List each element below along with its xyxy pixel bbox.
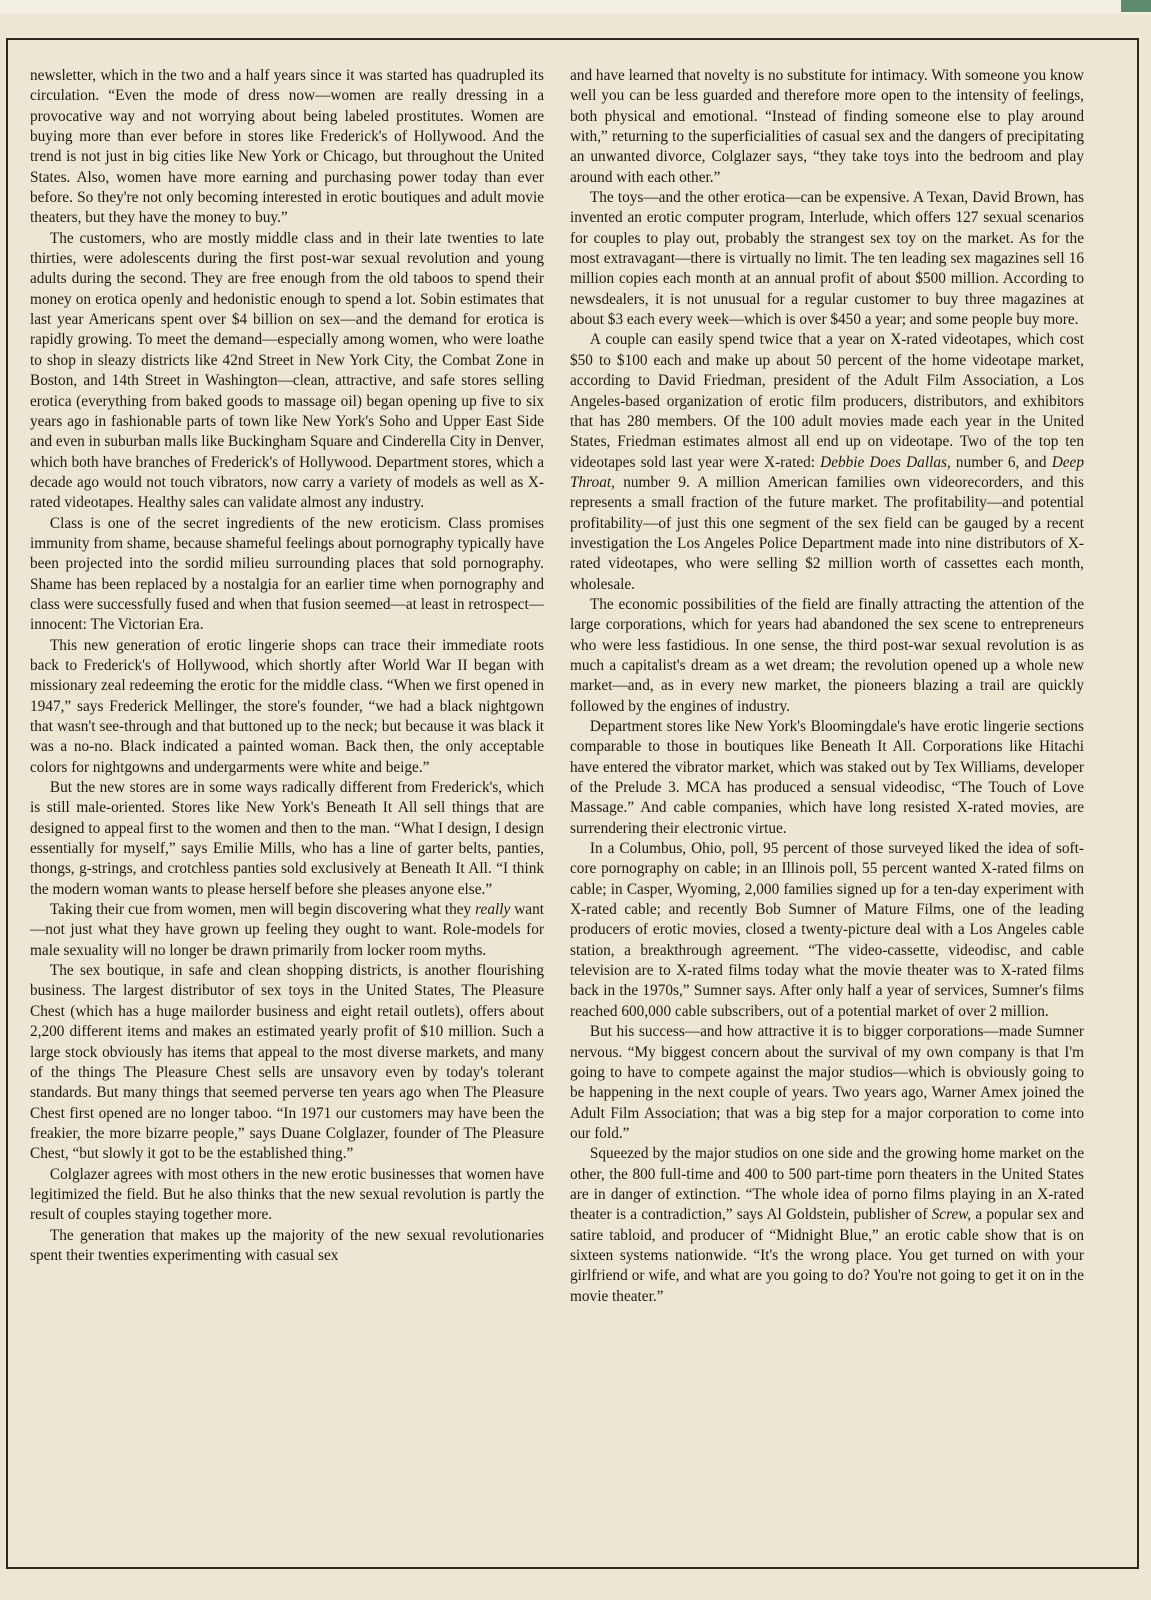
paragraph: Colglazer agrees with most others in the new erotic businesses that women have legitimized the field. But he also thinks that the new sexual revolution is partly the result of couples staying together more. xyxy=(30,1165,544,1224)
paragraph: newsletter, which in the two and a half years since it was started has quadrupled its circulation. “Even the mode of dress now—women are really dressing in a provocative way and not worrying about being labeled prostitutes. Women are buying more than ever before in stores like Frederick's of Hollywood. And the trend is not just in big cities like New York or Chicago, but throughout the United States. Also, women have more earning and purchasing power today than ever before. So they're not only becoming interested in erotic boutiques and adult movie theaters, but they have the money to buy.” xyxy=(30,67,544,227)
paragraph: Department stores like New York's Bloomingdale's have erotic lingerie sections comparable to those in boutiques like Beneath It All. Corporations like Hitachi have entered the vibrator market, which was staked out by Tex Williams, developer of the Prelude 3. MCA has produced a sensual videodisc, “The Touch of Love Massage.” And cable companies, which have long resisted X-rated movies, are surrendering their electronic virtue. xyxy=(570,718,1084,837)
paragraph: and have learned that novelty is no substitute for intimacy. With someone you know well you can be less guarded and therefore more open to the intensity of feelings, both physical and emotional. “Instead of finding someone else to play around with,” returning to the superficialities of casual sex and the dangers of precipitating an unwanted divorce, Colglazer says, “they take toys into the bedroom and play around with each other.” xyxy=(570,67,1084,186)
paragraph: The generation that makes up the majority of the new sexual revolutionaries spent their twenties experimenting with casual sex xyxy=(30,1226,544,1264)
right-column xyxy=(570,66,1084,1546)
paragraph: But his success—and how attractive it is to bigger corporations—made Sumner nervous. “My biggest concern about the survival of my own company is that I'm going to have to compete against the major studios—which is obviously going to be happening in the next couple of years. Two years ago, Warner Amex joined the Adult Film Association; that was a big step for a major corporation to come into our fold.” xyxy=(570,1023,1084,1142)
left-column xyxy=(30,66,544,1546)
corner-color-tab xyxy=(1121,0,1151,12)
paragraph: Class is one of the secret ingredients of the new eroticism. Class promises immunity from shame, because shameful feelings about pornography typically have been projected into the sordid milieu surrounding places that sold pornography. Shame has been replaced by a nostalgia for an earlier time when pornography and class were successfully fused and when that fusion seemed—at least in retrospect—innocent: The Victorian Era. xyxy=(30,514,544,634)
paragraph: The sex boutique, in safe and clean shopping districts, is another flourishing business. The largest distributor of sex toys in the United States, The Pleasure Chest (which has a huge mailorder business and eight retail outlets), offers about 2,200 different items and makes an estimated yearly profit of $10 million. Such a large stock obviously has items that appeal to the most diverse markets, and many of the things The Pleasure Chest sells are unsavory even by today's tolerant standards. But many things that seemed perverse ten years ago when The Pleasure Chest first opened are no longer taboo. “In 1971 our customers may have been the freakier, the more bizarre people,” says Duane Colglazer, founder of The Pleasure Chest, “but slowly it got to be the established thing.” xyxy=(30,962,544,1163)
paragraph: A couple can easily spend twice that a year on X-rated videotapes, which cost $50 to $100 each and make up about 50 percent of the home videotape market, according to David Friedman, president of the Adult Film Association, a Los Angeles-based organization of erotic film producers, distributors, and exhibitors that has 280 members. Of the 100 adult movies made each year in the United States, Friedman estimates almost all end up on videotape. Two of the top ten videotapes sold last year were X-rated: Debbie Does Dallas, number 6, and Deep Throat, number 9. A million American families own videorecorders, and this represents a small fraction of the future market. The profitability—and potential profitability—of just this one segment of the sex field can be gauged by a recent investigation the Los Angeles Police Department made into nine distributors of X-rated videotapes, who were selling $2 million worth of cassettes each month, wholesale. xyxy=(570,331,1084,593)
paragraph: The economic possibilities of the field are finally attracting the attention of the large corporations, which for years had abandoned the sex scene to entrepreneurs who were less fastidious. In one sense, the third post-war sexual revolution is as much a capitalist's dream as a wet dream; the revolution opened up a whole new market—and, as in every new market, the pioneers blazing a trail are quickly followed by the engines of industry. xyxy=(570,595,1084,715)
paragraph: This new generation of erotic lingerie shops can trace their immediate roots back to Frederick's of Hollywood, which shortly after World War II began with missionary zeal redeeming the erotic for the middle class. “When we first opened in 1947,” says Frederick Mellinger, the store's founder, “we had a black nightgown that wasn't see-through and that buttoned up to the neck; but because it was black it was a no-no. Black indicated a painted woman. Back then, the only acceptable colors for nightgowns and undergarments were white and beige.” xyxy=(30,636,544,776)
paragraph: But the new stores are in some ways radically different from Frederick's, which is still male-oriented. Stores like New York's Beneath It All sell things that are designed to appeal first to the women and then to the man. “What I design, I design essentially for myself,” says Emilie Mills, who has a line of garter belts, panties, thongs, g-strings, and crotchless panties sold exclusively at Beneath It All. “I think the modern woman wants to please herself before she pleases anyone else.” xyxy=(30,779,544,898)
paragraph: The customers, who are mostly middle class and in their late twenties to late thirties, were adolescents during the first post-war sexual revolution and young adults during the second. They are free enough from the old taboos to spend their money on erotica openly and hedonistic enough to spend a lot. Sobin estimates that last year Americans spent over $4 billion on sex—and the demand for erotica is rapidly growing. To meet the demand—especially among women, who were loathe to shop in sleazy districts like 42nd Street in New York City, the Combat Zone in Boston, and 14th Street in Washington—clean, attractive, and safe stores selling erotica (everything from baked goods to massage oil) began opening up five to six years ago in fashionable parts of town like New York's Soho and Upper East Side and even in suburban malls like Buckingham Square and Cinderella City in Denver, which both have branches of Frederick's of Hollywood. Department stores, which a decade ago would not touch vibrators, now carry a variety of models as well as X-rated videotapes. Healthy sales can validate almost any industry. xyxy=(30,229,544,512)
paragraph: In a Columbus, Ohio, poll, 95 percent of those surveyed liked the idea of soft-core pornography on cable; in an Illinois poll, 55 percent wanted X-rated films on cable; in Casper, Wyoming, 2,000 families signed up for a ten-day experiment with X-rated cable; and recently Bob Sumner of Mature Films, one of the leading producers of erotic movies, closed a twenty-picture deal with a Los Angeles cable station, a breakthrough agreement. “The video-cassette, videodisc, and cable television are to X-rated films today what the movie theater was to X-rated films back in the 1970s,” Sumner says. After only half a year of services, Sumner's films reached 600,000 cable subscribers, out of a potential market of over 2 million. xyxy=(570,840,1084,1020)
page-top-edge xyxy=(0,0,1151,14)
paragraph: Taking their cue from women, men will begin discovering what they really want—not just what they have grown up feeling they ought to want. Role-models for male sexuality will no longer be drawn primarily from locker room myths. xyxy=(30,901,544,959)
paragraph: Squeezed by the major studios on one side and the growing home market on the other, the 800 full-time and 400 to 500 part-time porn theaters in the United States are in danger of extinction. “The whole idea of porno films playing in an X-rated theater is a contradiction,” says Al Goldstein, publisher of Screw, a popular sex and satire tabloid, and producer of “Midnight Blue,” an erotic cable show that is on sixteen systems nationwide. “It's the wrong place. You get turned on with your girlfriend or wife, and what are you going to do? You're not going to get it on in the movie theater.” xyxy=(570,1145,1084,1305)
article-body xyxy=(30,66,1122,1546)
paragraph: The toys—and the other erotica—can be expensive. A Texan, David Brown, has invented an erotic computer program, Interlude, which offers 127 sexual scenarios for couples to play out, probably the strangest sex toy on the market. As for the most extravagant—there is virtually no limit. The ten leading sex magazines sell 16 million copies each month at an annual profit of about $500 million. According to newsdealers, it is not unusual for a regular customer to buy three magazines at about $3 each every week—which is over $450 a year; and some people buy more. xyxy=(570,189,1084,329)
